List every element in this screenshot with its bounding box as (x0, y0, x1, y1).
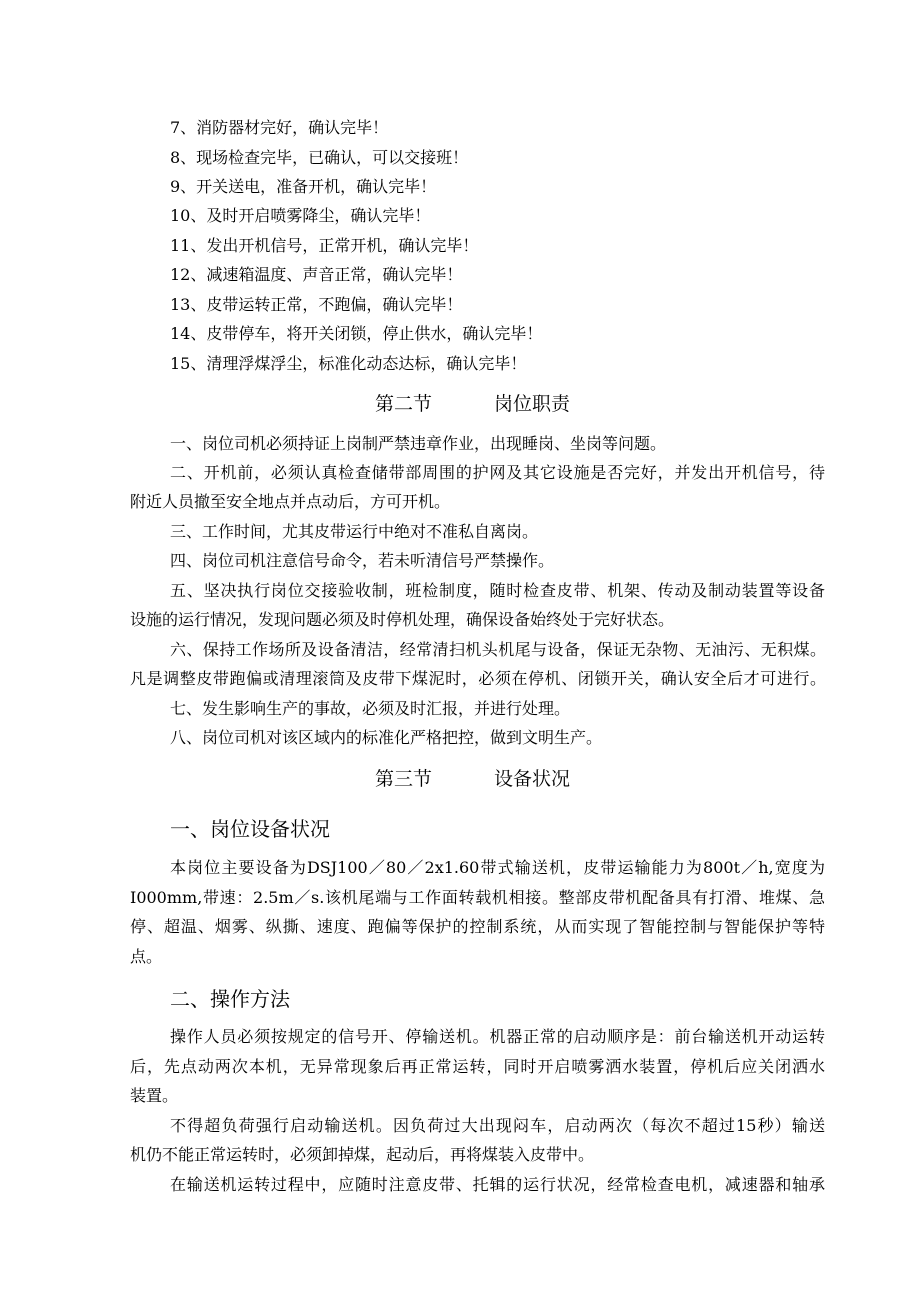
duty-line-3: 附近人员撤至安全地点并点动后，方可开机。 (130, 492, 451, 511)
duty-line-11: 八、岗位司机对该区域内的标准化严格把控，做到文明生产。 (170, 728, 603, 747)
subsection-equipment-title: 一、岗位设备状况 (170, 817, 330, 841)
duty-line-5: 四、岗位司机注意信号命令，若未听清信号严禁操作。 (170, 551, 555, 570)
section2-title: 岗位职责 (494, 393, 571, 415)
duty-line-1: 一、岗位司机必须持证上岗制严禁违章作业，出现睡岗、坐岗等问题。 (170, 434, 667, 453)
checklist-item-15: 15、清理浮煤浮尘，标准化动态达标，确认完毕！ (170, 354, 527, 373)
equipment-line-4: 点。 (130, 947, 163, 966)
section2-number: 第二节 (375, 393, 433, 415)
checklist-item-10: 10、及时开启喷雾降尘，确认完毕！ (170, 206, 431, 225)
duty-line-9: 凡是调整皮带跑偏或清理滚筒及皮带下煤泥时，必须在停机、闭锁开关，确认安全后才可进行。 (130, 669, 826, 688)
duty-line-6: 五、坚决执行岗位交接验收制，班检制度，随时检查皮带、机架、传动及制动装置等设备 (170, 581, 825, 600)
duty-line-2: 二、开机前，必须认真检查储带部周围的护网及其它设施是否完好，并发出开机信号，待 (170, 463, 825, 482)
operation-line-3: 装置。 (130, 1086, 179, 1105)
operation-line-1: 操作人员必须按规定的信号开、停输送机。机器正常的启动顺序是：前台输送机开动运转 (170, 1027, 825, 1046)
equipment-line-2: I000mm,带速：2.5m／s.该机尾端与工作面转载机相接。整部皮带机配备具有打滑、堆煤、急 (130, 888, 825, 907)
equipment-line-3: 停、超温、烟雾、纵撕、速度、跑偏等保护的控制系统，从而实现了智能控制与智能保护等特 (130, 917, 825, 936)
checklist-item-13: 13、皮带运转正常，不跑偏，确认完毕！ (170, 295, 463, 314)
duty-line-10: 七、发生影响生产的事故，必须及时汇报，并进行处理。 (170, 699, 571, 718)
checklist-item-12: 12、减速箱温度、声音正常，确认完毕！ (170, 265, 463, 284)
duty-line-8: 六、保持工作场所及设备清洁，经常清扫机头机尾与设备，保证无杂物、无油污、无积煤。 (170, 640, 826, 659)
operation-line-5: 机仍不能正常运转时，必须卸掉煤，起动后，再将煤装入皮带中。 (130, 1145, 595, 1164)
duty-line-7: 设施的运行情况，发现问题必须及时停机处理，确保设备始终处于完好状态。 (130, 610, 675, 629)
checklist-item-7: 7、消防器材完好，确认完毕！ (170, 118, 389, 137)
checklist-item-14: 14、皮带停车，将开关闭锁，停止供水，确认完毕！ (170, 324, 543, 343)
operation-line-2: 后，先点动两次本机，无异常现象后再正常运转，同时开启喷雾洒水装置，停机后应关闭洒水 (130, 1057, 825, 1076)
section3-number: 第三节 (375, 768, 433, 790)
checklist-item-11: 11、发出开机信号，正常开机，确认完毕！ (170, 236, 479, 255)
checklist-item-8: 8、现场检查完毕，已确认，可以交接班！ (170, 148, 469, 167)
operation-line-4: 不得超负荷强行启动输送机。因负荷过大出现闷车，启动两次（每次不超过15秒）输送 (170, 1116, 825, 1135)
operation-line-6: 在输送机运转过程中，应随时注意皮带、托辑的运行状况，经常检查电机，减速器和轴承 (170, 1175, 825, 1194)
equipment-line-1: 本岗位主要设备为DSJ100／80／2x1.60带式输送机，皮带运输能力为800t／h,宽度为 (170, 858, 825, 877)
checklist-item-9: 9、开关送电，准备开机，确认完毕！ (170, 177, 437, 196)
duty-line-4: 三、工作时间，尤其皮带运行中绝对不准私自离岗。 (170, 522, 539, 541)
subsection-operation-title: 二、操作方法 (170, 987, 290, 1011)
section3-title: 设备状况 (494, 768, 571, 790)
